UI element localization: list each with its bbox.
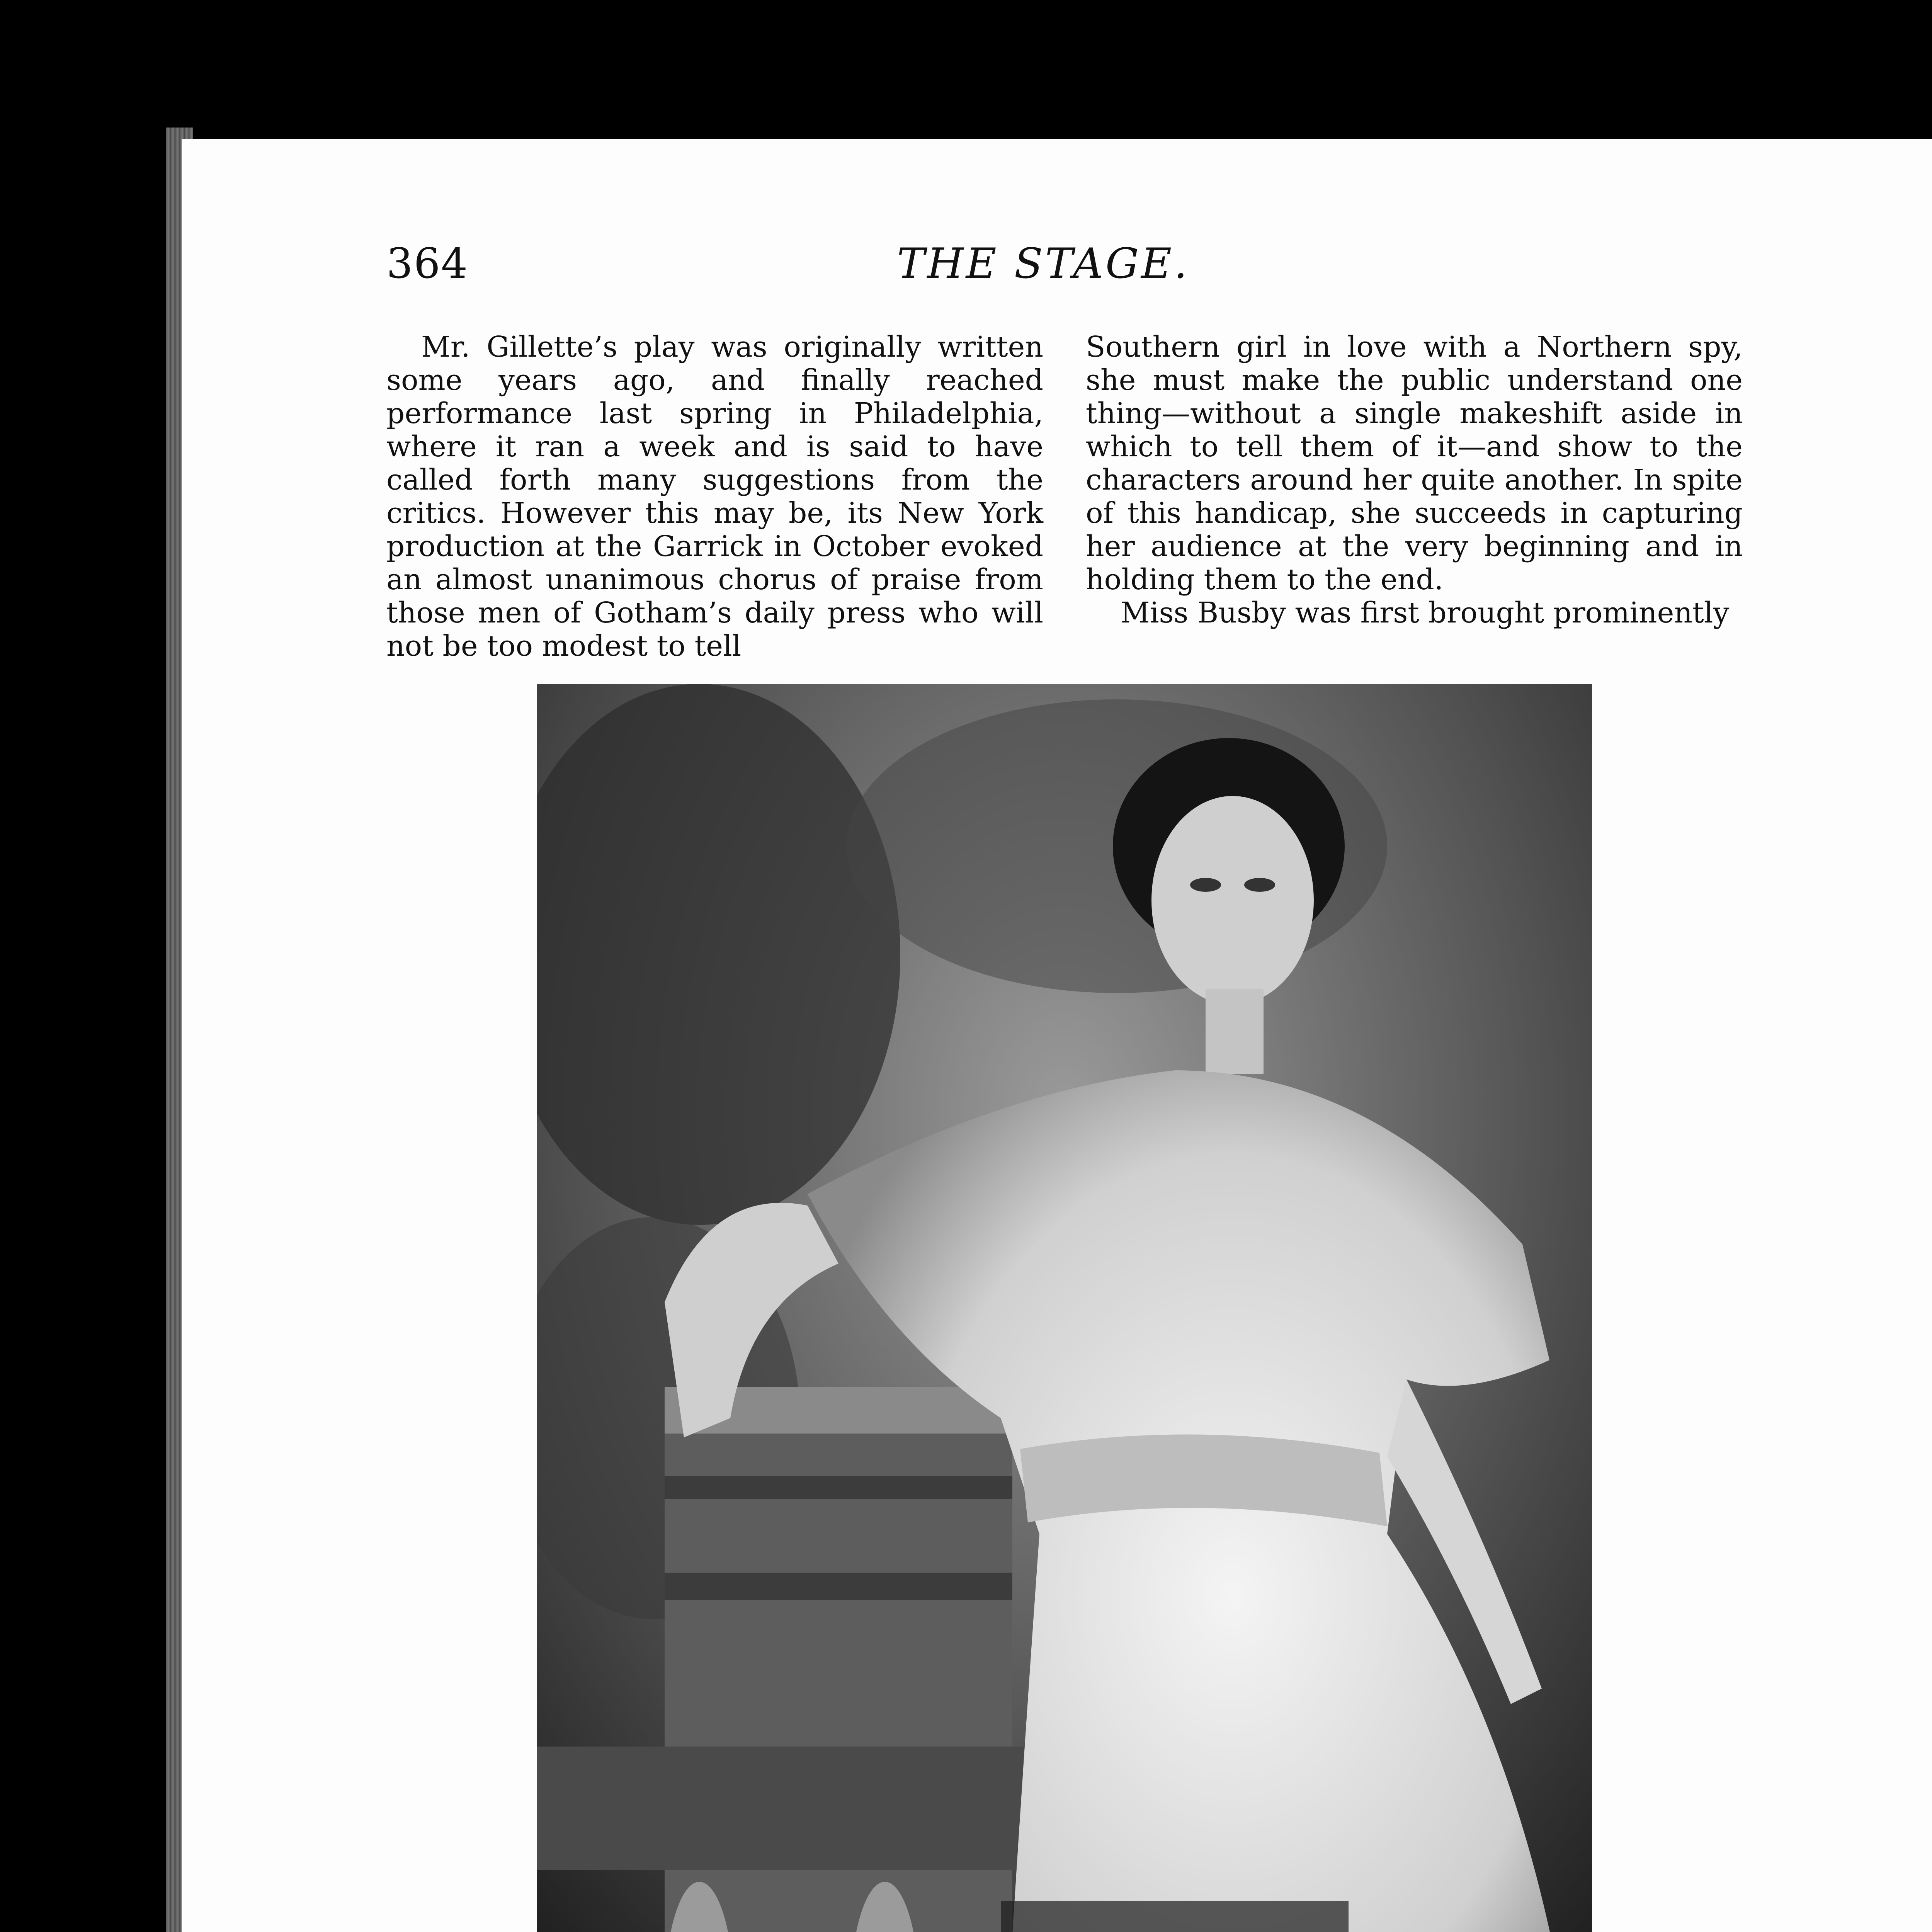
column-top-right — [1086, 330, 1743, 629]
page-number: 364 — [386, 240, 469, 288]
paragraph: Miss Busby was first brought prominently — [1121, 596, 1730, 629]
paragraph: Southern girl in love with a Northern spy, she must make the public understand one thing—without a single makeshift aside in which to tell them of it—and show to the characters around her quite another. In spite of this handicap, she succeeds in capturing her audience at the very beginning and in holding them to the end. — [1086, 330, 1743, 596]
paragraph: Mr. Gillette’s play was originally written some years ago, and finally reached performance last spring in Philadelphia, where it ran a week and is said to have called forth many suggestions from the critics. However this may be, its New York production at the Garrick in October evoked an almost unanimous chorus of praise from those men of Gotham’s daily press who will not be too modest to tell — [386, 330, 1043, 663]
portrait-image — [537, 684, 1592, 1932]
column-top-left — [386, 330, 1043, 663]
running-title: THE STAGE. — [897, 240, 1190, 288]
portrait-photograph — [537, 684, 1592, 1932]
